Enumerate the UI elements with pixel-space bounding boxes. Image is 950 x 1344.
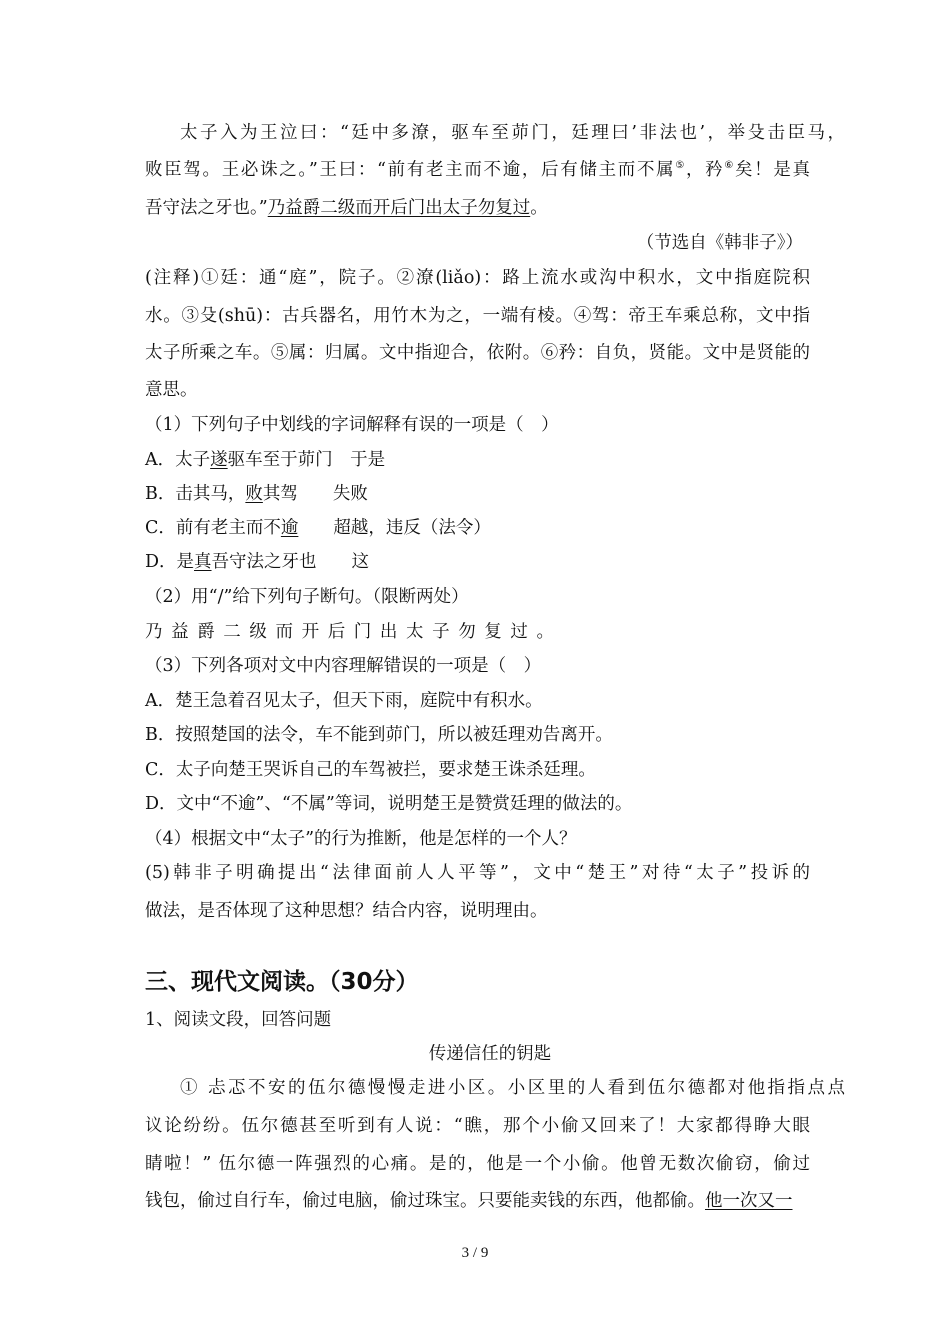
reading-task: 1、阅读文段，回答问题 — [145, 1010, 332, 1030]
underlined-word: 逾 — [280, 518, 299, 538]
notes-line: 水。③殳(shū)：古兵器名，用竹木为之，一端有棱。④驾：帝王车乘总称，文中指 — [145, 306, 810, 326]
notes-line: 意思。 — [145, 380, 198, 400]
question-1-option-b: B．击其马，败其驾 失败 — [145, 484, 368, 504]
question-5-line: 做法，是否体现了这种思想？结合内容，说明理由。 — [145, 901, 548, 921]
passage-line — [145, 158, 810, 182]
passage-text: 吾守法之牙也。” — [145, 198, 268, 218]
notes-line: (注释)①廷：通“庭”，院子。②潦(liǎo)：路上流水或沟中积水，文中指庭院积 — [145, 268, 810, 288]
passage-source: （节选自《韩非子》） — [636, 233, 803, 253]
question-3: （3）下列各项对文中内容理解错误的一项是（ ） — [145, 656, 542, 676]
footnote-marker: ⑤ — [675, 160, 686, 172]
question-5-line: (5)韩非子明确提出“法律面前人人平等”，文中“楚王”对待“太子”投诉的 — [145, 863, 810, 883]
article-line: ① 忐忑不安的伍尔德慢慢走进小区。小区里的人看到伍尔德都对他指指点点 — [180, 1078, 845, 1098]
article-title: 传递信任的钥匙 — [428, 1044, 552, 1064]
question-1-option-d: D．是真吾守法之牙也 这 — [145, 552, 370, 572]
passage-text: 矣！是真 — [734, 160, 811, 180]
underlined-word: 败 — [245, 484, 263, 504]
section-heading: 三、现代文阅读。（30分） — [145, 969, 419, 995]
question-3-option-d: D．文中“不逾”、“不属”等词，说明楚王是赞赏廷理的做法的。 — [145, 794, 633, 814]
question-2-sentence: 乃益爵二级而开后门出太子勿复过。 — [145, 622, 563, 642]
question-3-option-a: A．楚王急着召见太子，但天下雨，庭院中有积水。 — [145, 691, 543, 711]
question-3-option-b: B．按照楚国的法令，车不能到茆门，所以被廷理劝告离开。 — [145, 725, 613, 745]
passage-line — [145, 196, 810, 220]
underlined-sentence: 他一次又一 — [705, 1191, 793, 1211]
page-number: 3 / 9 — [461, 1245, 489, 1261]
passage-text: ，矜 — [685, 160, 725, 180]
passage-line: 太子入为王泣曰：“廷中多潦，驱车至茆门，廷理曰’非法也’，举殳击臣马， — [180, 123, 845, 143]
question-1-option-c: C．前有老主而不逾 超越，违反（法令） — [145, 518, 491, 538]
question-1-option-a: A．太子遂驱车至于茆门 于是 — [145, 450, 386, 470]
footnote-marker: ⑥ — [724, 160, 735, 172]
underlined-word: 遂 — [210, 450, 228, 470]
passage-text: 。 — [530, 198, 548, 218]
article-line: 议论纷纷。伍尔德甚至听到有人说：“瞧，那个小偷又回来了！大家都得睁大眼 — [145, 1116, 810, 1136]
question-4: （4）根据文中“太子”的行为推断，他是怎样的一个人？ — [145, 829, 577, 849]
underlined-sentence: 乃益爵二级而开后门出太子勿复过 — [267, 198, 531, 218]
article-line: 睛啦！” 伍尔德一阵强烈的心痛。是的，他是一个小偷。他曾无数次偷窃，偷过 — [145, 1154, 810, 1174]
notes-line: 太子所乘之车。⑤属：归属。文中指迎合，依附。⑥矜：自负，贤能。文中是贤能的 — [145, 343, 810, 363]
underlined-word: 真 — [194, 552, 212, 572]
question-1: （1）下列句子中划线的字词解释有误的一项是（ ） — [145, 415, 559, 435]
passage-text: 败臣驾。王必诛之。”王曰：“前有老主而不逾，后有储主而不属 — [145, 160, 676, 180]
question-2: （2）用“/”给下列句子断句。（限断两处） — [145, 587, 469, 607]
question-3-option-c: C．太子向楚王哭诉自己的车驾被拦，要求楚王诛杀廷理。 — [145, 760, 596, 780]
article-line: 钱包，偷过自行车，偷过电脑，偷过珠宝。只要能卖钱的东西，他都偷。他一次又一 — [145, 1191, 793, 1211]
